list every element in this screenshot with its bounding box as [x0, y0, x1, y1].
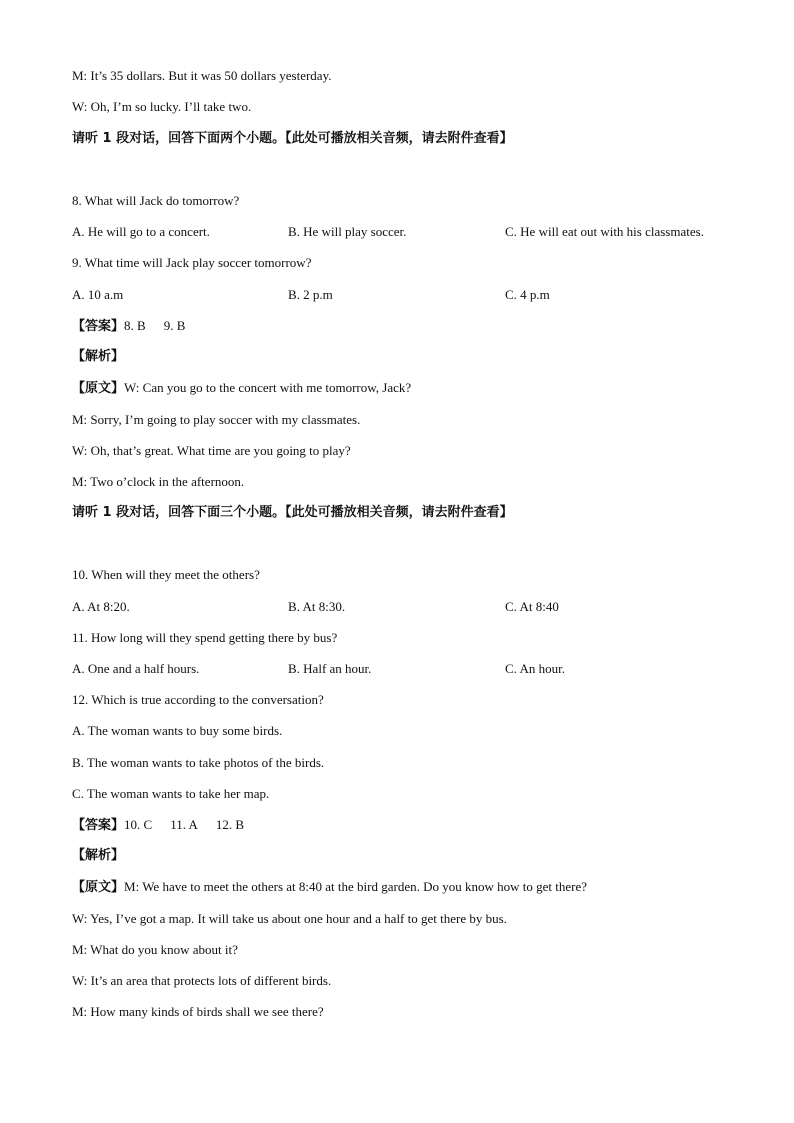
transcript-line: W: Oh, that’s great. What time are you going to play?	[72, 443, 351, 458]
q11-option-b: B. Half an hour.	[288, 661, 372, 676]
q9-option-b: B. 2 p.m	[288, 287, 333, 302]
q10-option-b: B. At 8:30.	[288, 599, 346, 614]
question-8: 8. What will Jack do tomorrow?	[72, 193, 240, 208]
q8-option-a: A. He will go to a concert.	[72, 224, 210, 239]
q9-option-c: C. 4 p.m	[505, 287, 550, 302]
q12-option-a: A. The woman wants to buy some birds.	[72, 723, 283, 738]
answer-label: 【答案】	[72, 319, 125, 334]
q10-option-a: A. At 8:20.	[72, 599, 130, 614]
transcript-line: M: How many kinds of birds shall we see there?	[72, 1004, 324, 1019]
answer-value: 8. B	[124, 318, 146, 333]
transcript-line: W: Can you go to the concert with me tomorrow, Jack?	[124, 380, 412, 395]
answer-value: 10. C	[124, 817, 153, 832]
q8-option-b: B. He will play soccer.	[288, 224, 407, 239]
listening-instruction: 请听 1 段对话，回答下面两个小题。【此处可播放相关音频，请去附件查看】	[72, 131, 513, 146]
q11-option-a: A. One and a half hours.	[72, 661, 200, 676]
original-text-line	[72, 879, 587, 896]
dialog-line: W: Oh, I’m so lucky. I’ll take two.	[72, 99, 252, 114]
q12-option-c: C. The woman wants to take her map.	[72, 786, 270, 801]
question-10: 10. When will they meet the others?	[72, 567, 260, 582]
q12-option-b: B. The woman wants to take photos of the birds.	[72, 755, 325, 770]
transcript-line: M: Sorry, I’m going to play soccer with my classmates.	[72, 412, 361, 427]
question-9: 9. What time will Jack play soccer tomorrow?	[72, 255, 312, 270]
q11-option-c: C. An hour.	[505, 661, 565, 676]
analysis-label: 【解析】	[72, 349, 125, 364]
transcript-line: W: It’s an area that protects lots of different birds.	[72, 973, 332, 988]
q10-option-c: C. At 8:40	[505, 599, 559, 614]
answer-label: 【答案】	[72, 818, 125, 833]
original-label: 【原文】	[72, 880, 125, 895]
answer-value: 12. B	[215, 817, 245, 832]
dialog-line: M: It’s 35 dollars. But it was 50 dollars yesterday.	[72, 68, 332, 83]
question-12: 12. Which is true according to the conversation?	[72, 692, 324, 707]
question-11: 11. How long will they spend getting there by bus?	[72, 630, 338, 645]
transcript-line: W: Yes, I’ve got a map. It will take us about one hour and a half to get there by bus.	[72, 911, 507, 926]
original-label: 【原文】	[72, 381, 125, 396]
transcript-line: M: We have to meet the others at 8:40 at the bird garden. Do you know how to get there?	[124, 879, 587, 894]
answer-line	[72, 817, 244, 834]
q9-option-a: A. 10 a.m	[72, 287, 124, 302]
answer-value: 11. A	[170, 817, 198, 832]
transcript-line: M: Two o’clock in the afternoon.	[72, 474, 245, 489]
original-text-line	[72, 380, 411, 397]
answer-value: 9. B	[163, 318, 186, 333]
analysis-label: 【解析】	[72, 848, 125, 863]
listening-instruction: 请听 1 段对话，回答下面三个小题。【此处可播放相关音频，请去附件查看】	[72, 505, 513, 520]
q8-option-c: C. He will eat out with his classmates.	[505, 224, 704, 239]
transcript-line: M: What do you know about it?	[72, 942, 238, 957]
answer-line	[72, 318, 185, 335]
